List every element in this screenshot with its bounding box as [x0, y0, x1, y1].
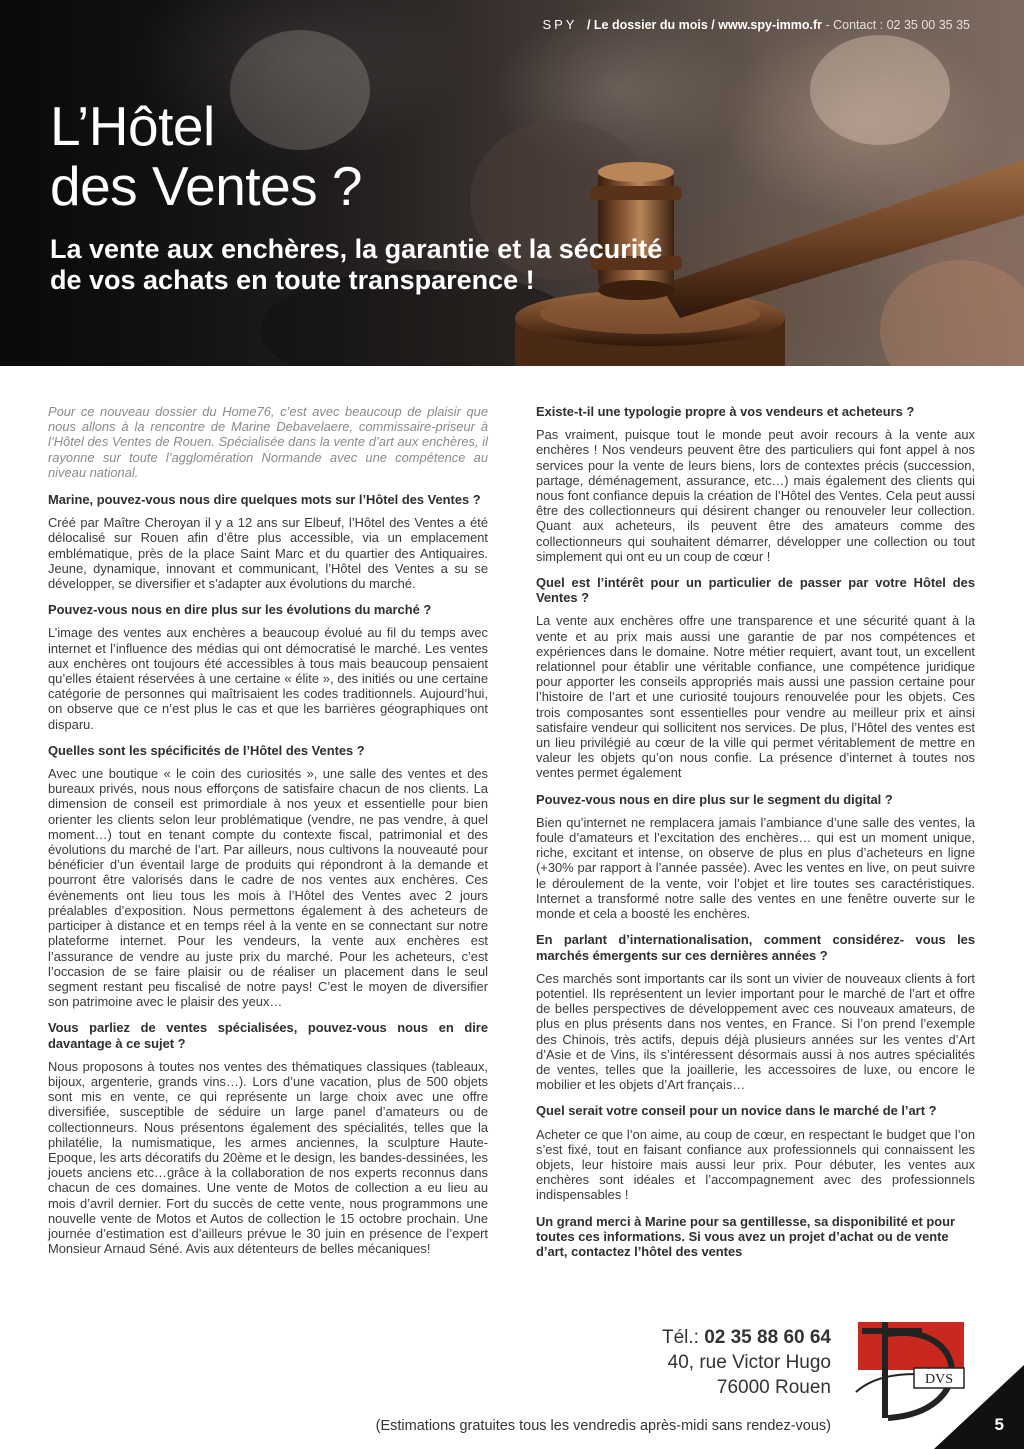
- closing-paragraph: Un grand merci à Marine pour sa gentillesse, sa disponibilité et pour toutes ces informations. Si vous avez un projet d’achat ou de vente d’art, contactez l’hôtel des ventes: [536, 1213, 956, 1259]
- answer-paragraph: Créé par Maître Cheroyan il y a 12 ans sur Elbeuf, l’Hôtel des Ventes a été délocalisé sur Rouen afin d’être plus accessible, via un emplacement emblématique, près de la place Saint Marc et du quartier des Antiquaires. Jeune, dynamique, innovant et communicant, l’Hôtel des Ventes a su se développer, se diversifier et s’adapter aux évolutions du marché.: [48, 515, 488, 592]
- answer-paragraph: Ces marchés sont importants car ils sont un vivier de nouveaux clients à fort potentiel. Ils représentent un levier important pour le marché de l’art et offre de belles perspectives de développement avec ces nouveaux amateurs, de plus en plus présents dans nos ventes, en France. Si l’on prend l’exemple des Chinois, très actifs, depuis déjà plusieurs années sur les ventes d’Art d’Asie et de Vins, ils s’intéressent désormais aussi à nos autres spécialités de ventes, telles que la joaillerie, les accessoires de luxe, ou encore le mobilier et les objets d’Art français…: [536, 970, 975, 1093]
- page-number: 5: [994, 1415, 1004, 1434]
- contact-block: [662, 1325, 831, 1400]
- article-intro: Pour ce nouveau dossier du Home76, c’est avec beaucoup de plaisir que nous allons à la rencontre de Marine Debavelaere, commissaire-priseur à l’Hôtel des Ventes de Rouen. Spécialisée dans la vente d’art aux enchères, il rayonne sur toute l’agglomération Normande avec une compétence au niveau national.: [48, 404, 488, 480]
- phone-number[interactable]: 02 35 88 60 64: [704, 1327, 831, 1348]
- header-bar: [542, 17, 970, 32]
- phone-line: [662, 1325, 831, 1350]
- answer-paragraph: Avec une boutique « le coin des curiosités », une salle des ventes et des bureaux privés, nous nous efforçons de satisfaire chacun de nos clients. La dimension de conseil est primordiale à nos yeux et essentielle pour bien orienter les clients selon leur problématique (vendre, ne pas vendre, à quel moment…) tout en tenant compte du contexte fiscal, patrimonial et des évolutions du marché de l’art. Par ailleurs, nous cultivons la nouveauté pour bénéficier d’un éventail large de produits qui répondront à la demande et pourront être valorisés dans le cadre de nos ventes aux enchères. Ces évènements ont lieu tous les mois à l’Hôtel des Ventes avec 2 jours préalables d’exposition. Nous permettons également à des acheteurs de participer à distance et en temps réel à la vente en se connectant sur notre plateforme internet. Pour les vendeurs, la vente aux enchères est l’assurance de vendre au juste prix du marché. Pour les acheteurs, c’est l’occasion de se faire plaisir ou de réaliser un placement dans le seul segment restant peu fiscalisé de notre pays! C’est le moyen de diversifier son patrimoine avec le plaisir des yeux…: [48, 766, 488, 1010]
- title-line-1: L’Hôtel: [50, 95, 215, 157]
- website-link[interactable]: www.spy-immo.fr: [718, 18, 822, 32]
- answer-paragraph: Acheter ce que l’on aime, au coup de cœur, en respectant le budget que l’on s’est fixé, tout en faisant confiance aux professionnels qui connaissent les objets, leur histoire mais aussi leur prix. Pour débuter, les ventes aux enchères sont idéales et l’accompagnement avec des professionnels indispensables !: [536, 1126, 975, 1203]
- question-heading: Vous parliez de ventes spécialisées, pouvez-vous nous en dire davantage à ce sujet ?: [48, 1020, 488, 1051]
- question-heading: Quel serait votre conseil pour un novice dans le marché de l’art ?: [536, 1103, 937, 1119]
- question-heading: Quelles sont les spécificités de l’Hôtel des Ventes ?: [48, 742, 365, 758]
- subtitle-line-2: de vos achats en toute transparence !: [50, 265, 535, 295]
- question-heading: Pouvez-vous nous en dire plus sur le segment du digital ?: [536, 791, 893, 807]
- answer-paragraph: L’image des ventes aux enchères a beaucoup évolué au fil du temps avec internet et l’influence des médias qui ont démocratisé le marché. Les ventes aux enchères ont toujours été accessibles à tous mais beaucoup pensaient qu’elles étaient réservées à une certaine « élite », des initiés ou une certaine catégorie de personnes qui maîtrisaient les codes traditionnels. Aujourd’hui, on observe que ce n’est plus le cas et que les barrières géographiques ont disparu.: [48, 625, 488, 732]
- article-column-right: [536, 404, 975, 1270]
- page-title: [50, 96, 362, 216]
- question-heading: Existe-t-il une typologie propre à vos vendeurs et acheteurs ?: [536, 404, 915, 419]
- answer-paragraph: La vente aux enchères offre une transparence et une sécurité quant à la vente et au prix mais aussi une garantie de par nos compétences et expériences dans le domaine. Notre métier requiert, avant tout, un excellent relationnel pour établir une véritable confiance, une compétence juridique pour apporter les conseils appropriés mais aussi une passion certaine pour l’histoire de l’art et une curiosité toujours renouvelée pour les objets. Ces trois composantes sont essentielles pour vendre au meilleur prix et ainsi satisfaire vendeur qui sollicitent nos services. De plus, l’Hôtel des ventes est un lieu privilégié au cœur de la ville qui permet véritablement de mettre en valeur les objets qu’on nous confie. La présence d’internet à toutes nos ventes permet également: [536, 613, 975, 781]
- question-heading: Marine, pouvez-vous nous dire quelques mots sur l’Hôtel des Ventes ?: [48, 492, 481, 508]
- hero-banner: [0, 0, 1024, 366]
- answer-paragraph: Bien qu’internet ne remplacera jamais l’ambiance d’une salle des ventes, la foule d’amateurs et l’excitation des enchères… qui est un moment unique, riche, excitant et intense, on observe de plus en plus d’acheteurs en ligne (+30% par rapport à l’année passée). Avec les ventes en live, on peut suivre le déroulement de la vente, voir l’objet et lire toutes ses caractéristiques. Internet a transformé notre salle des ventes en une fenêtre ouverte sur le monde et cela a boosté les enchères.: [536, 814, 975, 922]
- header-contact: - Contact : 02 35 00 35 35: [825, 18, 970, 32]
- section-label: / Le dossier du mois /: [586, 18, 715, 32]
- subtitle-line-1: La vente aux enchères, la garantie et la sécurité: [50, 234, 663, 264]
- spy-logo: SPY: [542, 17, 578, 32]
- street-address: 40, rue Victor Hugo: [667, 1352, 831, 1373]
- answer-paragraph: Nous proposons à toutes nos ventes des thématiques classiques (tableaux, bijoux, argenterie, grands vins…). Lors d’une vacation, plus de 500 objets sont mis en vente, ce qui représente un large choix avec une offre diversifiée, susceptible de séduire un large panel d’amateurs ou de collectionneurs. Nous présentons également des spécialités, telles que la philatélie, la numismatique, les armes anciennes, la sculpture Haute-Epoque, les arts décoratifs du 20ème et le design, les bandes-dessinées, les jouets anciens etc…grâce à la collaboration de nos experts reconnus dans chacun de ces domaines. Une vente de Motos de collection a eu lieu au mois d’avril dernier. Fort du succès de cette vente, nous programmons une nouvelle vente de Motos et Autos de collection le 15 octobre prochain. Une journée d’estimation est d’ailleurs prévue le 30 juin en présence de l’expert Monsieur Arnaud Séné. Avis aux détenteurs de belles mécaniques!: [48, 1058, 488, 1257]
- question-heading: Pouvez-vous nous en dire plus sur les évolutions du marché ?: [48, 602, 432, 618]
- phone-label: Tél.:: [661, 1327, 705, 1348]
- estimation-note: (Estimations gratuites tous les vendredis après-midi sans rendez-vous): [375, 1418, 831, 1434]
- page-subtitle: [50, 234, 770, 296]
- title-line-2: des Ventes ?: [50, 155, 363, 217]
- article-column-left: [48, 404, 488, 1267]
- city-address: 76000 Rouen: [716, 1377, 831, 1398]
- answer-paragraph: Pas vraiment, puisque tout le monde peut avoir recours à la vente aux enchères ! Nos vendeurs peuvent être des particuliers qui font appel à nos services pour la vente de leurs biens, lors de contextes précis (succession, partage, déménagement, assurance, etc…) mais également des clients qui nous font confiance depuis la création de l’Hôtel des Ventes. Cela peut aussi être des collectionneurs qui désirent changer ou renouveler leur collection. Quant aux acheteurs, ils peuvent être des amateurs comme des collectionneurs qui souhaitent démarrer, développer une collection ou tout simplement qui ont eu un coup de cœur !: [536, 427, 975, 564]
- question-heading: En parlant d’internationalisation, comment considérez- vous les marchés émergents sur ces dernières années ?: [536, 932, 975, 963]
- dvs-logo-text: DVS: [924, 1372, 954, 1387]
- page-corner: [934, 1365, 1024, 1449]
- question-heading: Quel est l’intérêt pour un particulier de passer par votre Hôtel des Ventes ?: [536, 575, 975, 606]
